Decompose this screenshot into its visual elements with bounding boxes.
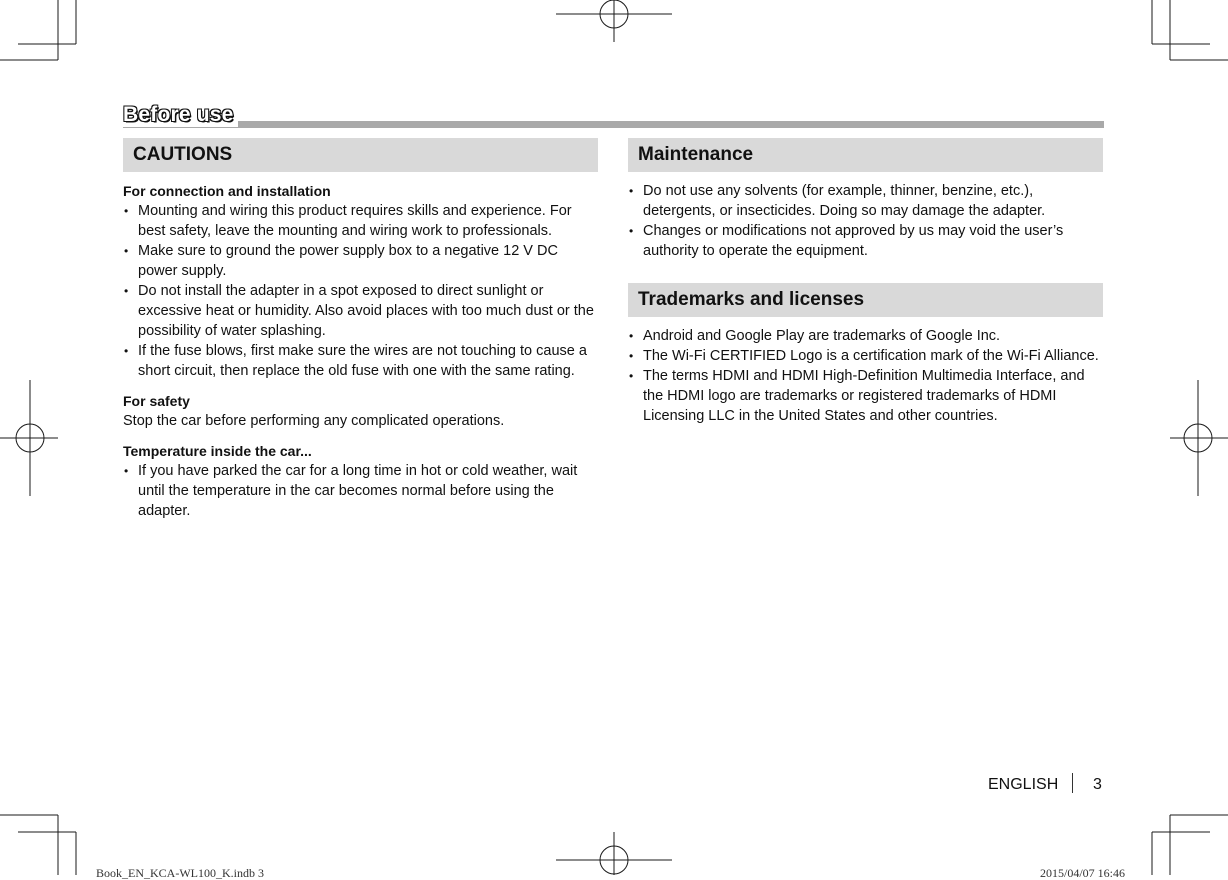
print-slug-file: Book_EN_KCA-WL100_K.indb 3	[96, 866, 264, 880]
list-item: • Changes or modifications not approved by us may void the user’s authority to operate the equipment.	[628, 221, 1103, 261]
temperature-subheading: Temperature inside the car...	[123, 443, 312, 459]
list-item: • The Wi-Fi CERTIFIED Logo is a certification mark of the Wi-Fi Alliance.	[628, 346, 1103, 366]
list-item: • If the fuse blows, first make sure the wires are not touching to cause a short circuit, then replace the old fuse with one with the same rating.	[123, 341, 598, 381]
connection-list	[123, 201, 598, 381]
list-item: • The terms HDMI and HDMI High-Definition Multimedia Interface, and the HDMI logo are trademarks or registered trademarks of HDMI Licensing LLC in the United States and other countries.	[628, 366, 1103, 426]
section-title-rule	[123, 121, 1104, 128]
connection-subheading: For connection and installation	[123, 183, 331, 199]
section-title: Before use	[123, 103, 238, 127]
safety-subheading: For safety	[123, 393, 190, 409]
footer-language: ENGLISH	[988, 776, 1059, 793]
list-item: • Make sure to ground the power supply box to a negative 12 V DC power supply.	[123, 241, 598, 281]
maintenance-column	[628, 138, 1103, 426]
temperature-list	[123, 461, 598, 521]
footer-separator	[1072, 773, 1073, 793]
trademarks-heading: Trademarks and licenses	[628, 283, 1103, 317]
trademarks-list	[628, 326, 1103, 426]
maintenance-heading: Maintenance	[628, 138, 1103, 172]
list-item: • Mounting and wiring this product requires skills and experience. For best safety, leave the mounting and wiring work to professionals.	[123, 201, 598, 241]
list-item: • Do not install the adapter in a spot exposed to direct sunlight or excessive heat or humidity. Also avoid places with too much dust or the possibility of water splashing.	[123, 281, 598, 341]
print-slug-datetime: 2015/04/07 16:46	[1040, 866, 1126, 880]
page-number: 3	[1093, 776, 1102, 793]
list-item: • Do not use any solvents (for example, thinner, benzine, etc.), detergents, or insecticides. Doing so may damage the adapter.	[628, 181, 1103, 221]
cautions-heading: CAUTIONS	[123, 138, 598, 172]
list-item: • If you have parked the car for a long time in hot or cold weather, wait until the temperature in the car becomes normal before using the adapter.	[123, 461, 598, 521]
safety-text: Stop the car before performing any complicated operations.	[123, 413, 505, 429]
maintenance-list	[628, 181, 1103, 261]
cautions-column	[123, 138, 598, 521]
list-item: • Android and Google Play are trademarks of Google Inc.	[628, 326, 1103, 346]
